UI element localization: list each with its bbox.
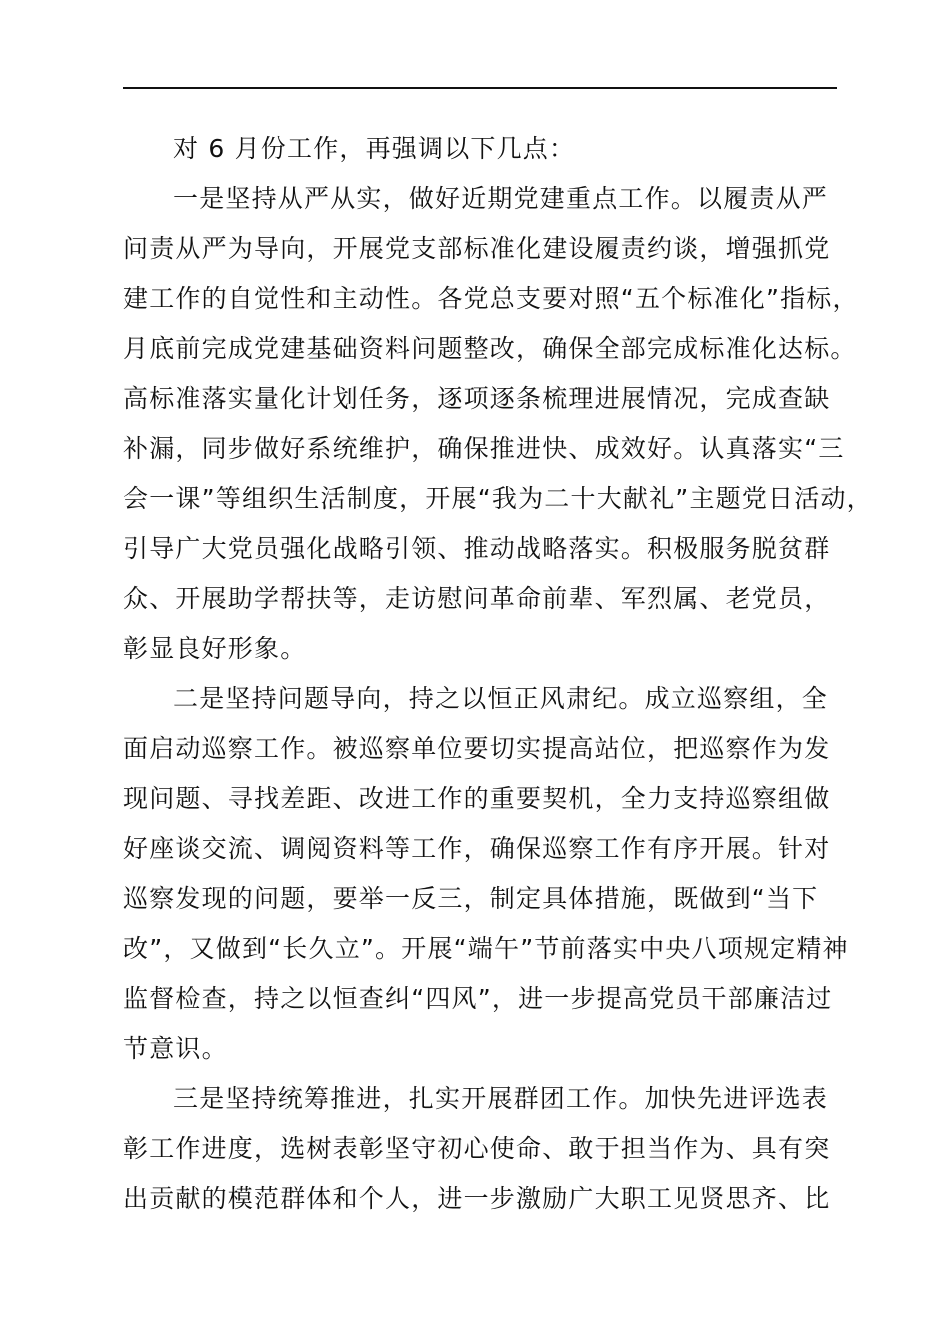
paragraph-3-line: 彰工作进度，选树表彰坚守初心使命、敢于担当作为、具有突	[123, 1134, 831, 1163]
header-rule	[123, 87, 837, 89]
paragraph-1-line: 问责从严为导向，开展党支部标准化建设履责约谈，增强抓党	[123, 234, 831, 263]
paragraph-2-line: 面启动巡察工作。被巡察单位要切实提高站位，把巡察作为发	[123, 734, 831, 763]
paragraph-2-line: 改”，又做到“长久立”。开展“端午”节前落实中央八项规定精神	[123, 934, 849, 963]
paragraph-2-line: 监督检查，持之以恒查纠“四风”，进一步提高党员干部廉洁过	[123, 984, 833, 1013]
paragraph-1-line: 引导广大党员强化战略引领、推动战略落实。积极服务脱贫群	[123, 534, 831, 563]
paragraph-1-line: 会一课”等组织生活制度，开展“我为二十大献礼”主题党日活动，	[123, 484, 873, 513]
paragraph-2-line: 巡察发现的问题，要举一反三，制定具体措施，既做到“当下	[123, 884, 819, 913]
paragraph-3-line: 三是坚持统筹推进，扎实开展群团工作。加快先进评选表	[173, 1084, 829, 1113]
paragraph-2-line: 现问题、寻找差距、改进工作的重要契机，全力支持巡察组做	[123, 784, 831, 813]
paragraph-1-line: 一是坚持从严从实，做好近期党建重点工作。以履责从严	[173, 184, 829, 213]
paragraph-1-line: 众、开展助学帮扶等，走访慰问革命前辈、军烈属、老党员，	[123, 584, 831, 613]
paragraph-1-line: 建工作的自觉性和主动性。各党总支要对照“五个标准化”指标，	[123, 284, 859, 313]
paragraph-2-line: 二是坚持问题导向，持之以恒正风肃纪。成立巡察组，全	[173, 684, 829, 713]
document-body	[123, 124, 873, 1224]
paragraph-1-line: 彰显良好形象。	[123, 634, 307, 663]
paragraph-2-line: 节意识。	[123, 1034, 228, 1063]
paragraph-1-line: 高标准落实量化计划任务，逐项逐条梳理进展情况，完成查缺	[123, 384, 831, 413]
paragraph-2-line: 好座谈交流、调阅资料等工作，确保巡察工作有序开展。针对	[123, 834, 831, 863]
intro-line: 对 6 月份工作，再强调以下几点：	[173, 134, 576, 163]
paragraph-3-line: 出贡献的模范群体和个人，进一步激励广大职工见贤思齐、比	[123, 1184, 831, 1213]
paragraph-1-line: 月底前完成党建基础资料问题整改，确保全部完成标准化达标。	[123, 334, 857, 363]
paragraph-1-line: 补漏，同步做好系统维护，确保推进快、成效好。认真落实“三	[123, 434, 845, 463]
